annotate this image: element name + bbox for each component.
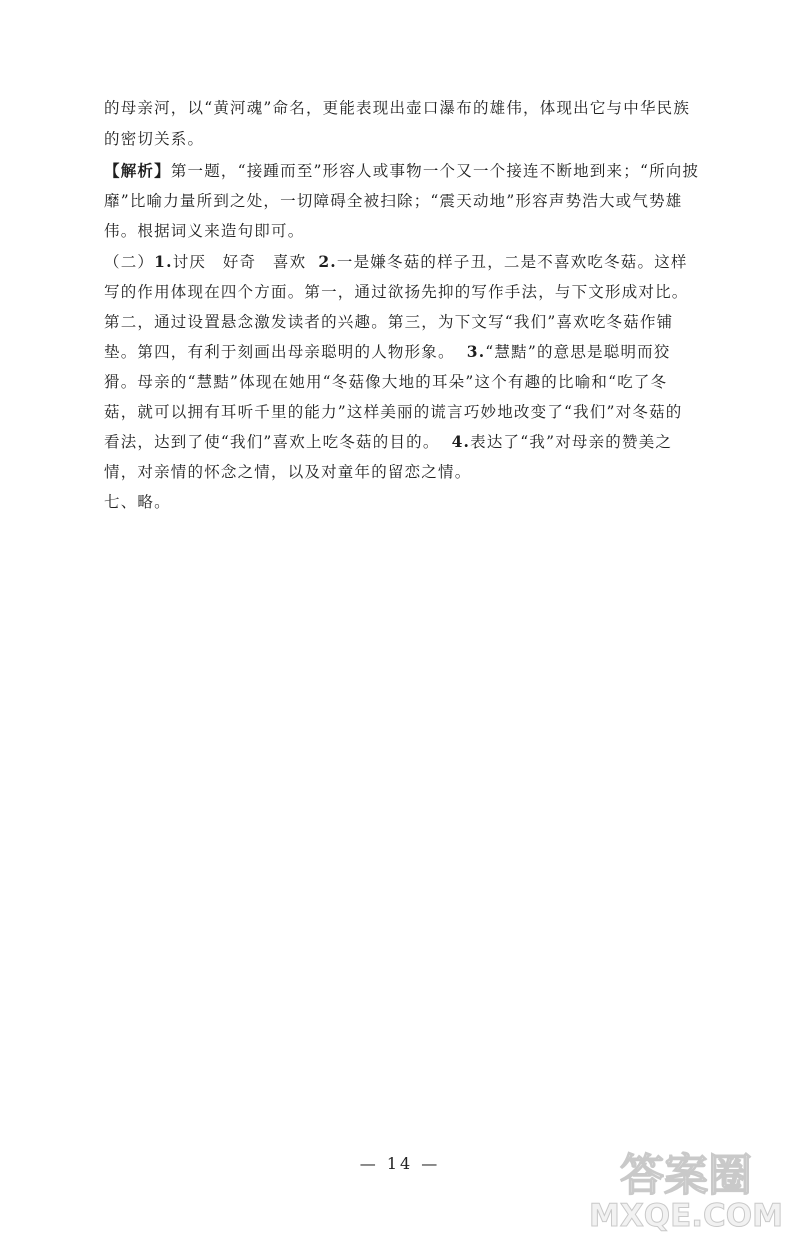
section-two-line xyxy=(104,252,704,272)
text-line: 第二，通过设置悬念激发读者的兴趣。第三，为下文写“我们”喜欢吃冬菇作铺 xyxy=(104,313,674,331)
answer-text: 讨厌 好奇 喜欢 xyxy=(172,253,307,271)
analysis-line xyxy=(104,161,704,181)
item-number: 3. xyxy=(466,342,486,361)
answer-text: 一是嫌冬菇的样子丑，二是不喜欢吃冬菇。这样 xyxy=(336,253,688,271)
answer-text: 表达了“我”对母亲的赞美之 xyxy=(470,433,673,451)
item-number: 4. xyxy=(451,432,471,451)
text-line: 靡”比喻力量所到之处，一切障碍全被扫除；“震天动地”形容声势浩大或气势雄 xyxy=(104,192,683,210)
item-number: 2. xyxy=(318,252,337,271)
text-line: 的密切关系。 xyxy=(104,130,205,148)
text-line: 伟。根据词义来造句即可。 xyxy=(104,222,305,240)
watermark-logo xyxy=(586,1132,786,1232)
analysis-label: 【解析】 xyxy=(104,161,171,180)
text-line xyxy=(104,342,704,362)
page-number: — 14 — xyxy=(359,1154,441,1173)
watermark-url: MXQE.COM xyxy=(588,1198,784,1232)
text-line: 菇，就可以拥有耳听千里的能力”这样美丽的谎言巧妙地改变了“我们”对冬菇的 xyxy=(104,403,683,421)
answer-text: “慧黠”的意思是聪明而狡 xyxy=(485,343,671,361)
text-line: 猾。母亲的“慧黠”体现在她用“冬菇像大地的耳朵”这个有趣的比喻和“吃了冬 xyxy=(104,373,668,391)
item-number: 1. xyxy=(154,252,173,271)
text-line xyxy=(104,432,704,452)
section-marker: （二） xyxy=(104,253,155,271)
analysis-text: 第一题，“接踵而至”形容人或事物一个又一个接连不断地到来；“所向披 xyxy=(170,162,700,180)
answer-text: 看法，达到了使“我们”喜欢上吃冬菇的目的。 xyxy=(104,433,440,451)
text-line: 情，对亲情的怀念之情，以及对童年的留恋之情。 xyxy=(104,463,472,481)
text-line: 写的作用体现在四个方面。第一，通过欲扬先抑的写作手法，与下文形成对比。 xyxy=(104,283,689,301)
text-line: 七、略。 xyxy=(104,493,171,511)
text-line: 的母亲河，以“黄河魂”命名，更能表现出壶口瀑布的雄伟，体现出它与中华民族 xyxy=(104,99,691,117)
answer-text: 垫。第四，有利于刻画出母亲聪明的人物形象。 xyxy=(104,343,455,361)
watermark-title: 答案圈 xyxy=(620,1150,752,1201)
